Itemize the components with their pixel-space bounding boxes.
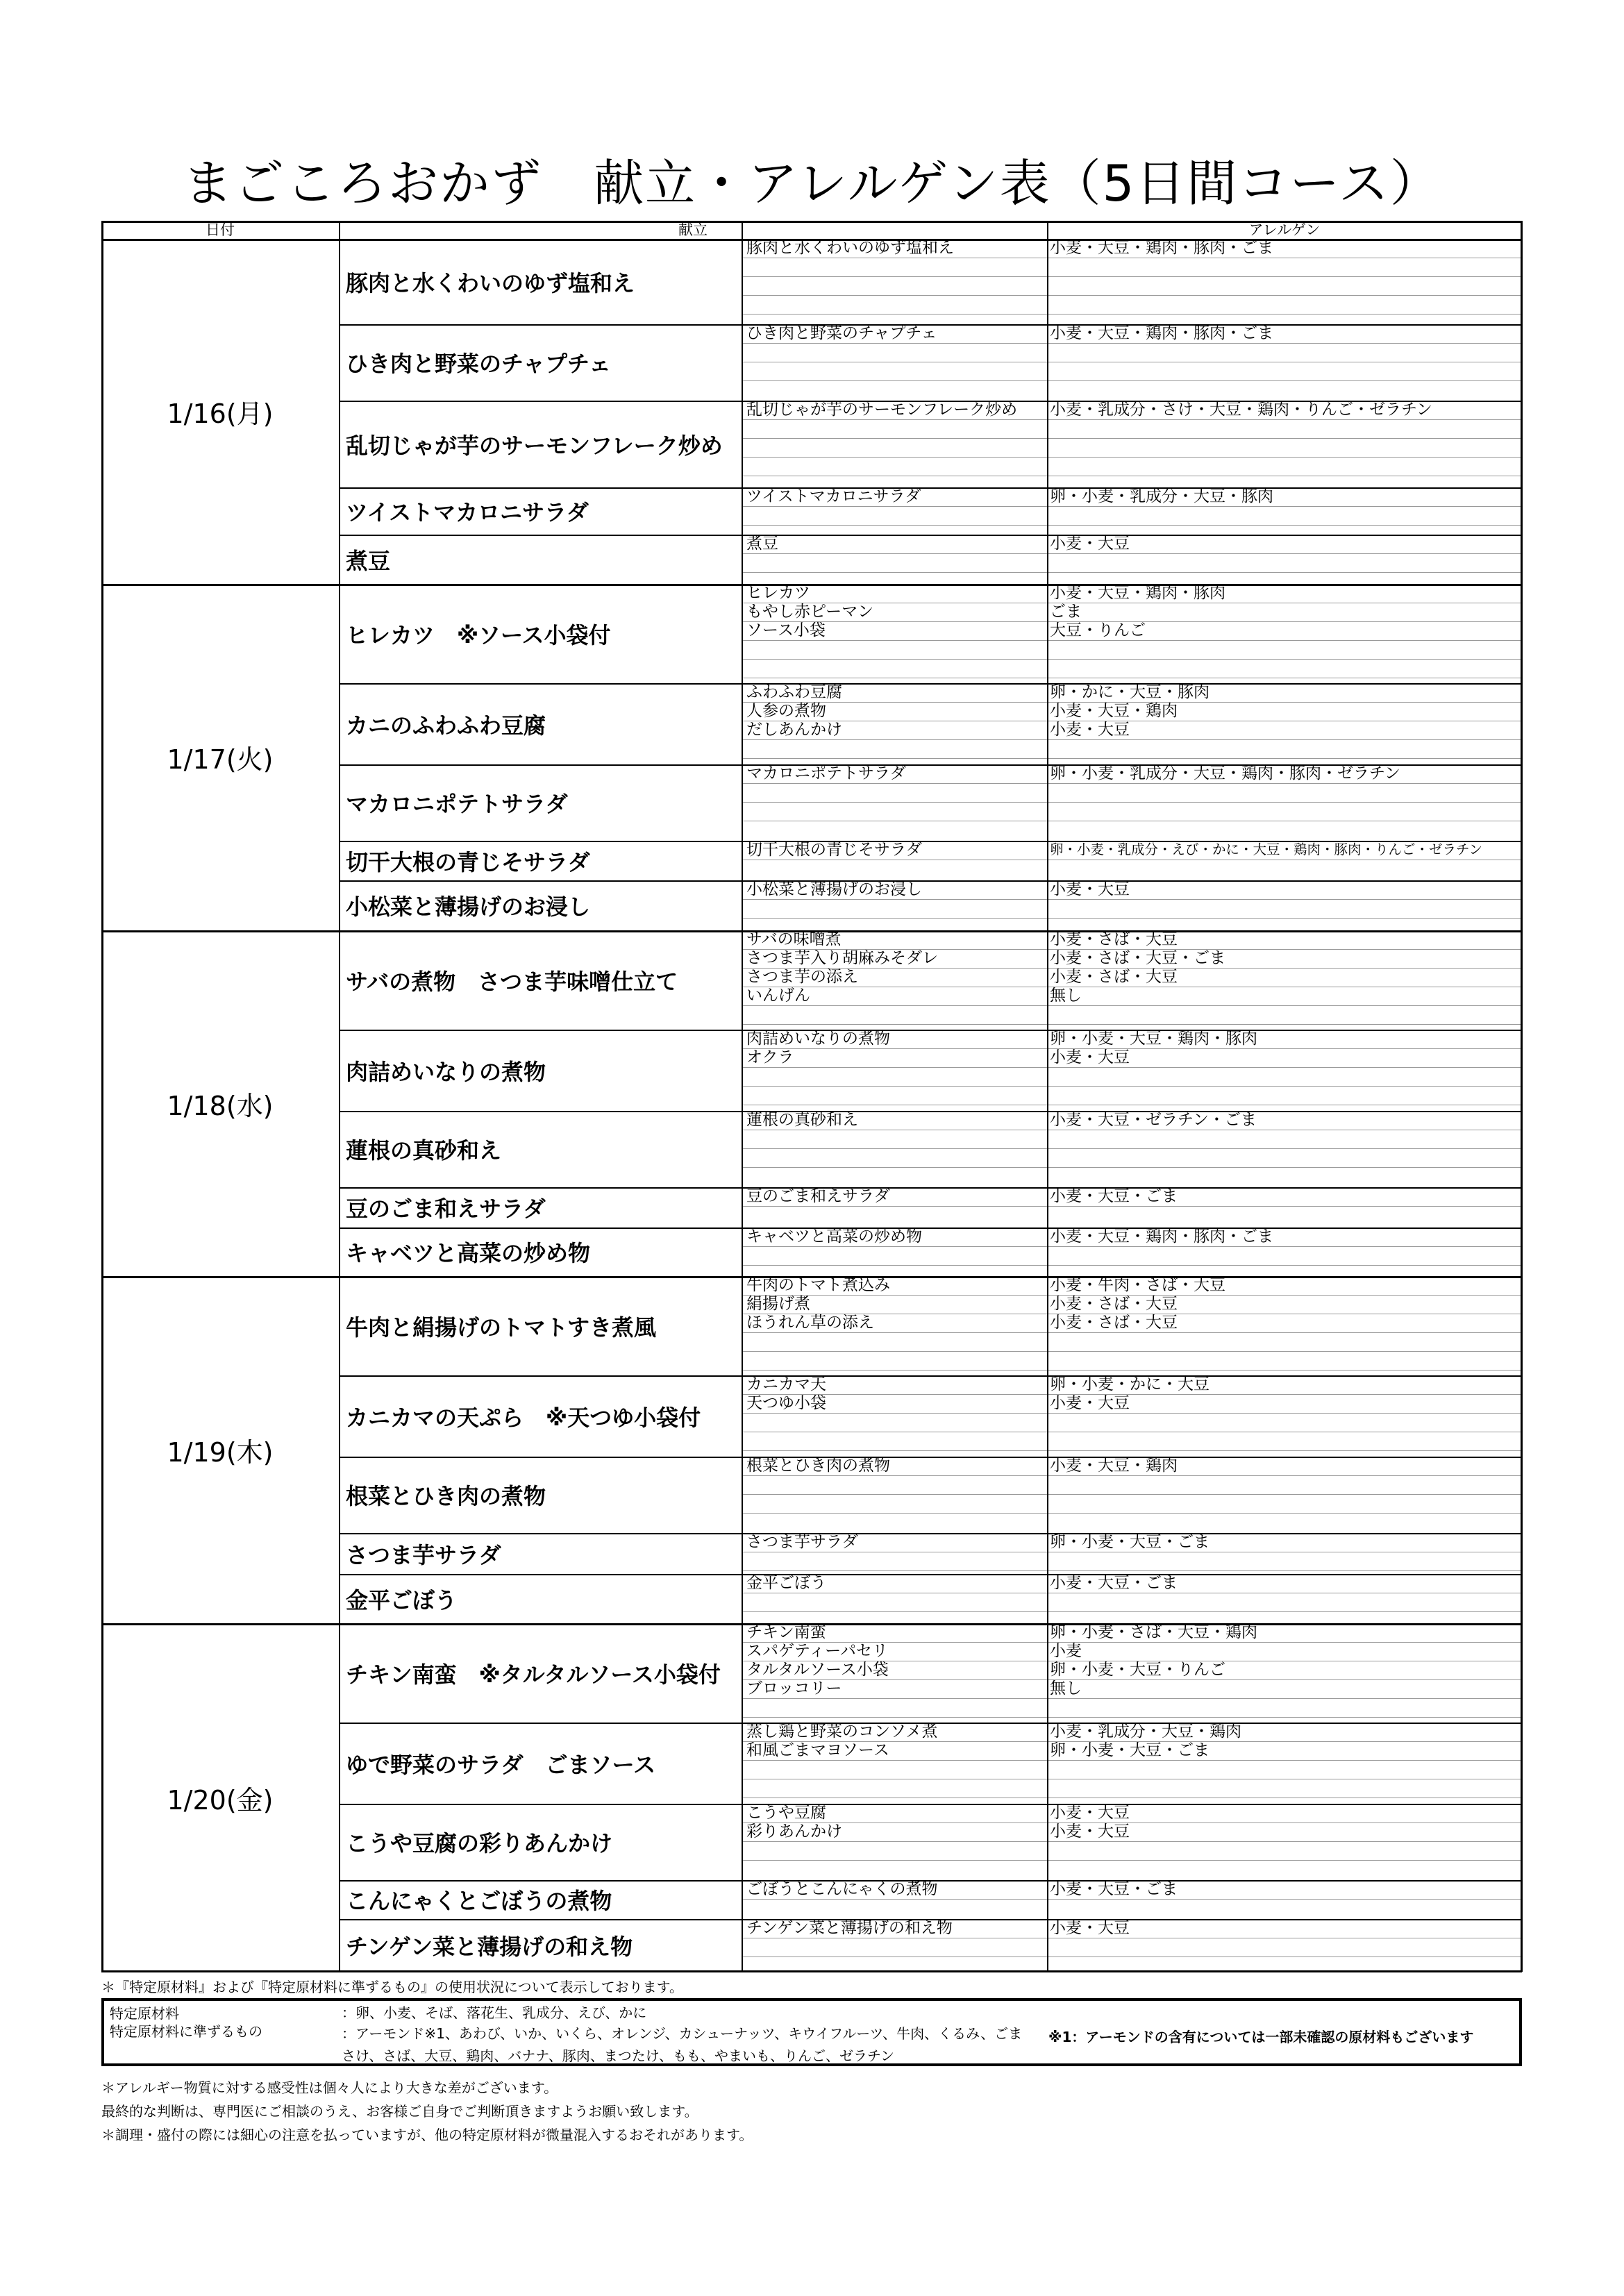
allergen-list: 小麦・大豆・鶏肉・豚肉・ごま [1050, 324, 1273, 342]
sub-row-rule [742, 1760, 1522, 1761]
component-name: 牛肉のトマト煮込み [746, 1276, 890, 1294]
sub-row-rule [742, 1024, 1522, 1025]
allergen-list: 卵・小麦・さば・大豆・鶏肉 [1050, 1623, 1257, 1641]
dish-name: サバの煮物 さつま芋味噌仕立て [346, 968, 678, 995]
component-name: タルタルソース小袋 [746, 1661, 889, 1679]
component-name: ごぼうとこんにゃくの煮物 [746, 1880, 938, 1898]
dish-name: カニのふわふわ豆腐 [346, 712, 546, 739]
allergen-list: 大豆・りんご [1050, 621, 1146, 639]
component-name: 蓮根の真砂和え [746, 1111, 858, 1129]
sub-row-rule [742, 553, 1522, 554]
dish-name: ツイストマカロニサラダ [346, 499, 589, 526]
dish-name: 根菜とひき肉の煮物 [346, 1483, 546, 1509]
column-border [1521, 221, 1523, 1972]
sub-row-rule [742, 1086, 1522, 1087]
component-name: マカロニポテトサラダ [746, 764, 906, 782]
component-name: さつま芋入り胡麻みそダレ [746, 949, 938, 967]
allergen-list: 小麦・大豆・鶏肉・豚肉・ごま [1050, 1227, 1273, 1246]
sub-row-rule [742, 1246, 1522, 1247]
sub-row-rule [742, 295, 1522, 296]
allergen-list: 小麦・大豆・鶏肉 [1050, 1457, 1178, 1475]
sub-row-rule [742, 276, 1522, 277]
header-menu: 献立 [678, 221, 708, 238]
component-name: ふわふわ豆腐 [746, 683, 842, 701]
sub-row-rule [742, 1067, 1522, 1068]
dish-name: マカロニポテトサラダ [346, 791, 568, 817]
legend-equivalent-list-1: ：アーモンド※1、あわび、いか、いくら、オレンジ、カシューナッツ、キウイフルーツ、牛肉、くるみ、ごま [342, 2025, 1023, 2042]
component-name: 人参の煮物 [746, 702, 826, 720]
dish-name: 豆のごま和えサラダ [346, 1196, 546, 1222]
allergen-list: 小麦・大豆・ごま [1050, 1880, 1178, 1898]
page-title: まごころおかず 献立・アレルゲン表（5日間コース） [183, 154, 1441, 212]
dish-name: ヒレカツ ※ソース小袋付 [346, 621, 611, 648]
allergen-list: 小麦・大豆・鶏肉・豚肉 [1050, 584, 1225, 602]
column-border [339, 221, 340, 1972]
component-name: 切干大根の青じそサラダ [746, 841, 922, 859]
legend-equivalent-list-2: さけ、さば、大豆、鶏肉、バナナ、豚肉、まつたけ、もも、やまいも、りんご、ゼラチン [342, 2047, 894, 2064]
component-name: スパゲティーパセリ [746, 1642, 889, 1660]
component-name: 金平ごぼう [746, 1574, 826, 1592]
allergen-list: 小麦・大豆 [1050, 1822, 1130, 1841]
dish-name: 切干大根の青じそサラダ [346, 848, 590, 875]
dish-name: キャベツと高菜の炒め物 [346, 1240, 591, 1266]
sub-row-rule [742, 1841, 1522, 1842]
dish-name: 肉詰めいなりの煮物 [346, 1058, 546, 1085]
dish-name: 牛肉と絹揚げのトマトすき煮風 [346, 1314, 657, 1341]
footer-notes [101, 2076, 753, 2147]
dish-name: チンゲン菜と薄揚げの和え物 [346, 1934, 633, 1960]
sub-row-rule [742, 572, 1522, 573]
sub-row-rule [742, 1860, 1522, 1861]
component-name: 和風ごまマヨソース [746, 1741, 889, 1759]
component-name: 小松菜と薄揚げのお浸し [746, 880, 922, 898]
component-name: さつま芋の添え [746, 968, 858, 986]
footer-note-1: ＊アレルギー物質に対する感受性は個々人により大きな差がございます。 [101, 2079, 558, 2096]
allergen-list: 小麦・さば・大豆 [1050, 968, 1178, 986]
footer-note: ＊『特定原材料』および『特定原材料に準ずるもの』の使用状況について表示しております。 [101, 1979, 683, 1995]
component-name: さつま芋サラダ [746, 1533, 858, 1551]
component-name: 肉詰めいなりの煮物 [746, 1030, 890, 1048]
sub-row-rule [742, 1717, 1522, 1718]
sub-row-rule [742, 659, 1522, 660]
component-name: 豆のごま和えサラダ [746, 1187, 890, 1205]
component-name: ひき肉と野菜のチャプチェ [746, 324, 937, 342]
sub-row-rule [742, 1332, 1522, 1333]
sub-row-rule [742, 899, 1522, 900]
footer-note-2: 最終的な判断は、専門医にご相談のうえ、お客様ご自身でご判断頂きますようお願い致します。 [101, 2103, 698, 2120]
sub-row-rule [742, 419, 1522, 420]
header-allergen: アレルゲン [1248, 221, 1321, 238]
sub-row-rule [742, 758, 1522, 759]
sub-row-rule [742, 1005, 1522, 1006]
sub-row-rule [742, 1698, 1522, 1699]
sub-row-rule [742, 1167, 1522, 1168]
sub-row-rule [742, 640, 1522, 641]
dish-name: こんにゃくとごぼうの煮物 [346, 1888, 612, 1914]
allergen-list: 卵・小麦・大豆・鶏肉・豚肉 [1050, 1030, 1257, 1048]
allergen-list: 卵・小麦・大豆・りんご [1050, 1661, 1225, 1679]
legend-label-specific: 特定原材料 [110, 2005, 179, 2022]
table-bottom-border [101, 1970, 1522, 1972]
allergen-list: 小麦・大豆・ごま [1050, 1187, 1178, 1205]
sub-row-rule [742, 1351, 1522, 1352]
component-name: ブロッコリー [746, 1679, 842, 1698]
sub-row-rule [742, 506, 1522, 507]
table-top-border [101, 221, 1522, 223]
component-name: 煮豆 [746, 535, 778, 553]
dish-name: チキン南蛮 ※タルタルソース小袋付 [346, 1661, 721, 1688]
dish-name: さつま芋サラダ [346, 1541, 501, 1568]
day-date: 1/19(木) [167, 1436, 274, 1468]
allergen-list: 小麦・大豆・鶏肉 [1050, 702, 1178, 720]
allergen-list: 卵・小麦・乳成分・えび・かに・大豆・鶏肉・豚肉・りんご・ゼラチン [1050, 841, 1483, 857]
component-name: こうや豆腐 [746, 1804, 826, 1822]
sub-row-rule [742, 1611, 1522, 1612]
component-name: 豚肉と水くわいのゆず塩和え [746, 239, 954, 257]
dish-name: 豚肉と水くわいのゆず塩和え [346, 269, 635, 296]
component-name: ほうれん草の添え [746, 1314, 874, 1332]
almond-note: ※1：アーモンドの含有については一部未確認の原材料もございます [1048, 2029, 1474, 2045]
day-date: 1/20(金) [167, 1784, 274, 1816]
header-date: 日付 [206, 221, 235, 238]
allergen-list: 小麦・乳成分・大豆・鶏肉 [1050, 1723, 1241, 1741]
sub-row-rule [742, 1899, 1522, 1900]
component-name: ソース小袋 [746, 621, 826, 639]
component-name: カニカマ天 [746, 1375, 826, 1393]
dish-name: 煮豆 [346, 547, 391, 574]
column-border [101, 221, 103, 1972]
allergen-list: 小麦・さば・大豆 [1050, 930, 1178, 948]
sub-row-rule [742, 525, 1522, 526]
sub-row-rule [742, 783, 1522, 784]
footer [101, 1977, 1525, 1997]
sub-row-rule [742, 1206, 1522, 1207]
component-name: 絹揚げ煮 [746, 1295, 810, 1313]
allergen-list: 小麦・さば・大豆・ごま [1050, 949, 1225, 967]
component-name: だしあんかけ [746, 721, 842, 739]
sub-row-rule [742, 1513, 1522, 1514]
dish-name: ゆで野菜のサラダ ごまソース [346, 1751, 656, 1778]
sub-row-rule [742, 739, 1522, 740]
component-name: 根菜とひき肉の煮物 [746, 1457, 890, 1475]
sub-row-rule [742, 802, 1522, 803]
allergen-list: 小麦・大豆 [1050, 535, 1130, 553]
footer-note-3: ＊調理・盛付の際には細心の注意を払っていますが、他の特定原材料が微量混入するおそれがあります。 [101, 2127, 753, 2143]
component-name: いんげん [746, 987, 810, 1005]
column-border [742, 221, 743, 1972]
menu-allergen-table [101, 221, 1522, 1972]
allergen-list: 無し [1050, 1679, 1082, 1698]
legend-specific-list: ：卵、小麦、そば、落花生、乳成分、えび、かに [342, 2004, 647, 2021]
component-name: チンゲン菜と薄揚げの和え物 [746, 1919, 953, 1937]
component-name: サバの味噌煮 [746, 930, 842, 948]
component-name: チキン南蛮 [746, 1623, 826, 1641]
allergen-list: 小麦・大豆・ごま [1050, 1574, 1178, 1592]
allergen-list: 小麦・さば・大豆 [1050, 1295, 1178, 1313]
sub-row-rule [742, 918, 1522, 919]
allergen-list: 小麦・大豆 [1050, 1804, 1130, 1822]
sub-row-rule [742, 380, 1522, 381]
day-date: 1/16(月) [167, 399, 274, 429]
allergen-list: 小麦・牛肉・さば・大豆 [1050, 1276, 1225, 1294]
sub-row-rule [742, 1265, 1522, 1266]
dish-name: 小松菜と薄揚げのお浸し [346, 894, 591, 920]
sub-row-rule [742, 1956, 1522, 1957]
allergen-list: 小麦・大豆 [1050, 1394, 1130, 1412]
sub-row-rule [742, 1450, 1522, 1451]
allergen-list: 小麦・乳成分・さけ・大豆・鶏肉・りんご・ゼラチン [1050, 401, 1432, 419]
allergen-list: 卵・小麦・大豆・ごま [1050, 1533, 1209, 1551]
sub-row-rule [742, 1475, 1522, 1476]
component-name: 乱切じゃが芋のサーモンフレーク炒め [746, 401, 1018, 419]
allergen-list: ごま [1050, 603, 1082, 621]
component-name: 天つゆ小袋 [746, 1394, 826, 1412]
allergen-list: 卵・小麦・かに・大豆 [1050, 1375, 1209, 1393]
day-date: 1/17(火) [167, 744, 274, 775]
legend-label-equivalent: 特定原材料に準ずるもの [110, 2023, 262, 2040]
allergen-legend [101, 1998, 1522, 2066]
allergen-list: 小麦・大豆 [1050, 1919, 1130, 1937]
sub-row-rule [742, 1148, 1522, 1149]
dish-name: 金平ごぼう [346, 1586, 458, 1614]
allergen-list: 卵・かに・大豆・豚肉 [1050, 683, 1209, 701]
sub-row-rule [742, 1413, 1522, 1414]
component-name: 蒸し鶏と野菜のコンソメ煮 [746, 1723, 938, 1741]
allergen-list: 小麦・大豆 [1050, 721, 1130, 739]
component-name: ツイストマカロニサラダ [746, 487, 921, 505]
dish-name: 乱切じゃが芋のサーモンフレーク炒め [346, 432, 723, 459]
allergen-list: 小麦・大豆・鶏肉・豚肉・ごま [1050, 239, 1273, 257]
component-name: もやし赤ピーマン [746, 603, 874, 621]
allergen-list: 卵・小麦・大豆・ごま [1050, 1741, 1209, 1759]
component-name: 彩りあんかけ [746, 1822, 842, 1841]
allergen-list: 小麦・大豆 [1050, 880, 1130, 898]
sub-row-rule [742, 1370, 1522, 1371]
allergen-list: 無し [1050, 987, 1082, 1005]
dish-name: カニカマの天ぷら ※天つゆ小袋付 [346, 1404, 701, 1431]
allergen-list: 小麦・大豆・ゼラチン・ごま [1050, 1111, 1257, 1129]
sub-row-rule [742, 1494, 1522, 1495]
component-name: ヒレカツ [746, 584, 810, 602]
allergen-list: 小麦・大豆 [1050, 1048, 1130, 1066]
dish-name: 蓮根の真砂和え [346, 1137, 502, 1164]
dish-name: こうや豆腐の彩りあんかけ [346, 1830, 613, 1857]
component-name: キャベツと高菜の炒め物 [746, 1227, 922, 1246]
sub-row-rule [742, 1570, 1522, 1571]
sub-row-rule [742, 343, 1522, 344]
sub-row-rule [742, 438, 1522, 439]
sub-row-rule [742, 314, 1522, 315]
column-border [1047, 221, 1048, 1972]
day-date: 1/18(水) [167, 1090, 274, 1121]
allergen-list: 小麦 [1050, 1642, 1082, 1660]
allergen-list: 卵・小麦・乳成分・大豆・鶏肉・豚肉・ゼラチン [1050, 764, 1400, 782]
dish-name: ひき肉と野菜のチャプチェ [346, 351, 612, 377]
sub-row-rule [742, 457, 1522, 458]
allergen-list: 小麦・さば・大豆 [1050, 1314, 1178, 1332]
allergen-list: 卵・小麦・乳成分・大豆・豚肉 [1050, 487, 1273, 505]
component-name: オクラ [746, 1048, 794, 1066]
